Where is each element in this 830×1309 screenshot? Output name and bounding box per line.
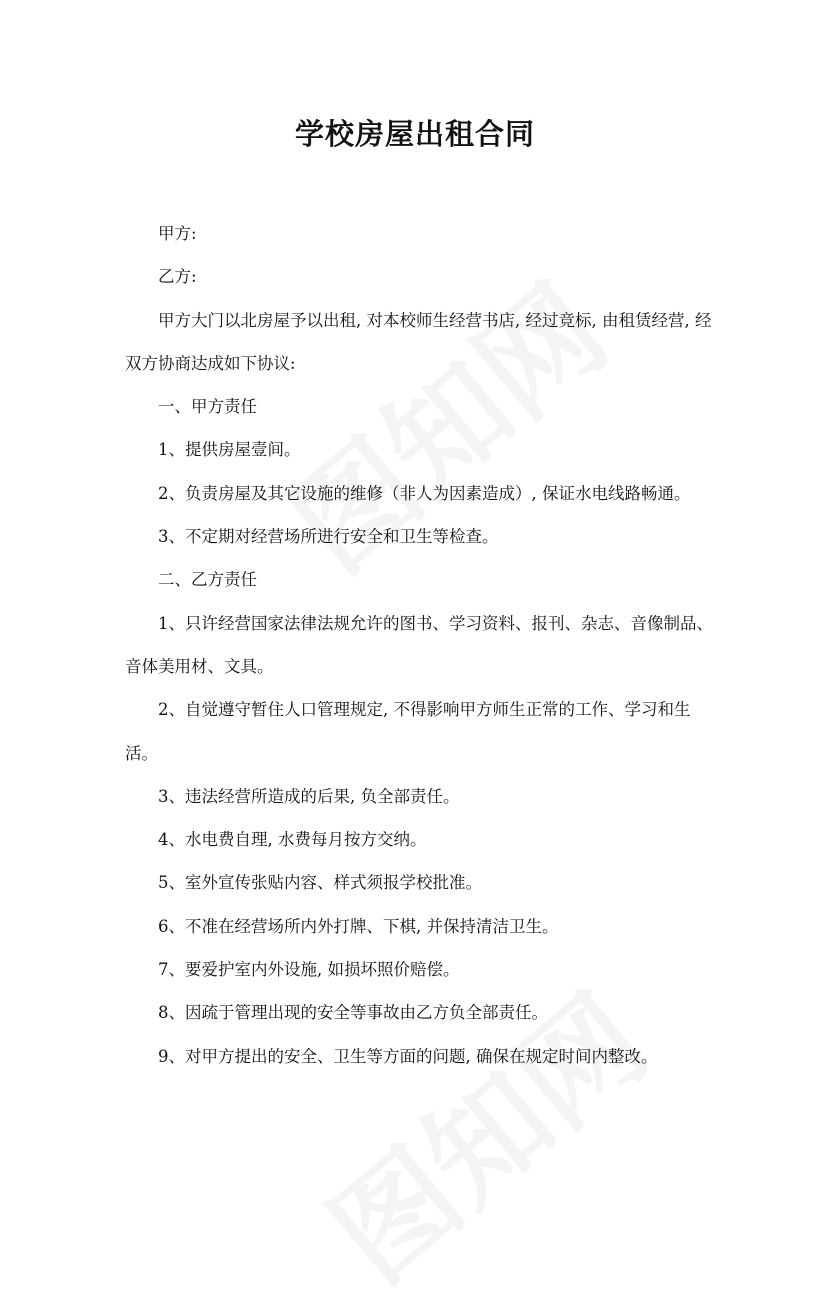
party-b-line: 乙方: — [158, 267, 197, 287]
clause-a-2: 2、负责房屋及其它设施的维修（非人为因素造成）, 保证水电线路畅通。 — [158, 483, 691, 503]
party-a-line: 甲方: — [158, 224, 197, 243]
intro-paragraph: 甲方大门以北房屋予以出租, 对本校师生经营书店, 经过竞标, 由租赁经营, 经双方协商达成如下协议: — [125, 310, 712, 373]
document-title: 学校房屋出租合同 — [294, 117, 535, 151]
section-heading-party-b: 二、乙方责任 — [158, 570, 257, 590]
document-body — [125, 212, 715, 1078]
clause-b-7: 7、要爱护室内外设施, 如损坏照价赔偿。 — [158, 960, 460, 980]
clause-a-1: 1、提供房屋壹间。 — [158, 440, 301, 460]
clause-b-8: 8、因疏于管理出现的安全等事故由乙方负全部责任。 — [158, 1003, 548, 1023]
clause-b-3: 3、违法经营所造成的后果, 负全部责任。 — [158, 786, 460, 806]
clause-b-1: 1、只许经营国家法律法规允许的图书、学习资料、报刊、杂志、音像制品、音体美用材、文具。 — [125, 613, 713, 676]
clause-b-6: 6、不准在经营场所内外打牌、下棋, 并保持清洁卫生。 — [158, 916, 559, 936]
section-heading-party-a: 一、甲方责任 — [158, 397, 257, 417]
clause-b-5: 5、室外宣传张贴内容、样式须报学校批准。 — [158, 873, 482, 893]
clause-b-9: 9、对甲方提出的安全、卫生等方面的问题, 确保在规定时间内整改。 — [158, 1046, 658, 1066]
clause-b-4: 4、水电费自理, 水费每月按方交纳。 — [158, 830, 427, 850]
clause-a-3: 3、不定期对经营场所进行安全和卫生等检查。 — [158, 527, 499, 547]
clause-b-2: 2、自觉遵守暂住人口管理规定, 不得影响甲方师生正常的工作、学习和生活。 — [125, 700, 691, 763]
